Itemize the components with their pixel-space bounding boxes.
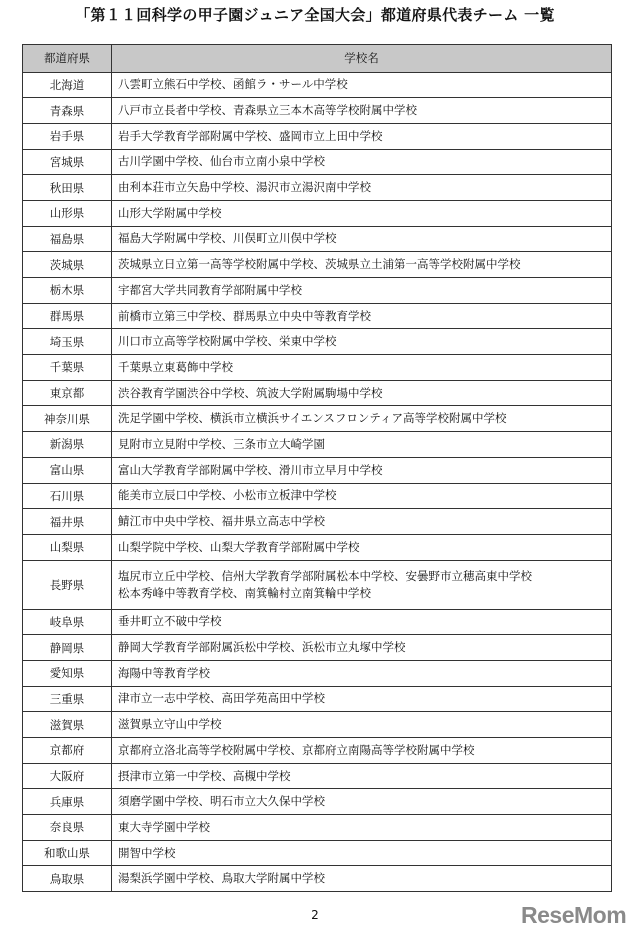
table-row [23, 866, 612, 892]
table-row [23, 406, 612, 432]
school-names-cell [112, 866, 612, 892]
table-row [23, 252, 612, 278]
prefecture-cell: 千葉県 [23, 355, 112, 381]
table-row [23, 123, 612, 149]
prefecture-cell: 山形県 [23, 200, 112, 226]
school-names-cell [112, 609, 612, 635]
document-title: 「第１１回科学の甲子園ジュニア全国大会」都道府県代表チーム 一覧 [75, 6, 555, 24]
table-row [23, 149, 612, 175]
prefecture-cell: 兵庫県 [23, 789, 112, 815]
prefecture-cell: 静岡県 [23, 635, 112, 661]
school-names-cell [112, 329, 612, 355]
school-names-cell [112, 509, 612, 535]
school-names: 能美市立辰口中学校、小松市立板津中学校 [118, 488, 337, 503]
representative-teams-table [22, 44, 612, 892]
school-names: 古川学園中学校、仙台市立南小泉中学校 [118, 154, 325, 169]
prefecture-cell: 奈良県 [23, 815, 112, 841]
prefecture-cell: 青森県 [23, 98, 112, 124]
prefecture-cell: 神奈川県 [23, 406, 112, 432]
prefecture-cell: 愛知県 [23, 660, 112, 686]
school-names-cell [112, 175, 612, 201]
resemom-logo: ReseMom [521, 902, 627, 928]
table-header-row [23, 45, 612, 73]
school-names: 千葉県立東葛飾中学校 [118, 359, 233, 374]
school-names-line-2: 松本秀峰中等教育学校、南箕輪村立南箕輪中学校 [118, 585, 371, 600]
school-names: 見附市立見附中学校、三条市立大崎学園 [118, 436, 325, 451]
school-names: 茨城県立日立第一高等学校附属中学校、茨城県立土浦第一高等学校附属中学校 [118, 257, 521, 272]
table-row [23, 329, 612, 355]
table-row [23, 660, 612, 686]
school-names-cell [112, 815, 612, 841]
table-row [23, 72, 612, 98]
prefecture-cell: 鳥取県 [23, 866, 112, 892]
school-names-cell [112, 406, 612, 432]
prefecture-cell: 秋田県 [23, 175, 112, 201]
table-row [23, 509, 612, 535]
table-row [23, 712, 612, 738]
prefecture-cell: 富山県 [23, 457, 112, 483]
school-names: 八戸市立長者中学校、青森県立三本木高等学校附属中学校 [118, 103, 417, 118]
school-names: 八雲町立熊石中学校、函館ラ・サール中学校 [118, 77, 348, 92]
school-names: 垂井町立不破中学校 [118, 614, 222, 629]
prefecture-cell: 三重県 [23, 686, 112, 712]
school-names-cell [112, 660, 612, 686]
table-row [23, 483, 612, 509]
table-row [23, 355, 612, 381]
school-names: 川口市立高等学校附属中学校、栄東中学校 [118, 334, 337, 349]
table-row [23, 840, 612, 866]
table-row [23, 226, 612, 252]
school-names-cell [112, 303, 612, 329]
school-names-cell [112, 252, 612, 278]
school-names: 摂津市立第一中学校、高槻中学校 [118, 768, 291, 783]
school-names-cell [112, 534, 612, 560]
table-row [23, 534, 612, 560]
school-names: 津市立一志中学校、高田学苑高田中学校 [118, 691, 325, 706]
school-names-cell [112, 72, 612, 98]
school-names-cell [112, 712, 612, 738]
school-names: 鯖江市中央中学校、福井県立高志中学校 [118, 514, 325, 529]
page-number: 2 [311, 908, 319, 922]
prefecture-cell: 群馬県 [23, 303, 112, 329]
table-row [23, 609, 612, 635]
school-names-cell [112, 98, 612, 124]
prefecture-cell: 茨城県 [23, 252, 112, 278]
prefecture-cell: 滋賀県 [23, 712, 112, 738]
school-names: 由利本荘市立矢島中学校、湯沢市立湯沢南中学校 [118, 180, 371, 195]
prefecture-cell: 新潟県 [23, 432, 112, 458]
prefecture-cell: 和歌山県 [23, 840, 112, 866]
table-row [23, 432, 612, 458]
prefecture-cell: 京都府 [23, 738, 112, 764]
school-names: 洗足学園中学校、横浜市立横浜サイエンスフロンティア高等学校附属中学校 [118, 411, 507, 426]
school-names: 海陽中等教育学校 [118, 665, 210, 680]
prefecture-cell: 福井県 [23, 509, 112, 535]
prefecture-cell: 岐阜県 [23, 609, 112, 635]
header-prefecture: 都道府県 [23, 45, 112, 73]
table-row [23, 686, 612, 712]
table-row [23, 457, 612, 483]
school-names: 岩手大学教育学部附属中学校、盛岡市立上田中学校 [118, 128, 383, 143]
school-names-cell [112, 278, 612, 304]
school-names-cell [112, 635, 612, 661]
prefecture-cell: 埼玉県 [23, 329, 112, 355]
school-names: 山形大学附属中学校 [118, 205, 222, 220]
table-row [23, 738, 612, 764]
school-names: 湯梨浜学園中学校、鳥取大学附属中学校 [118, 871, 325, 886]
table-row [23, 380, 612, 406]
school-names-cell [112, 355, 612, 381]
school-names-cell [112, 738, 612, 764]
prefecture-cell: 石川県 [23, 483, 112, 509]
prefecture-cell: 東京都 [23, 380, 112, 406]
school-names-cell [112, 380, 612, 406]
school-names: 富山大学教育学部附属中学校、滑川市立早月中学校 [118, 462, 383, 477]
school-names: 京都府立洛北高等学校附属中学校、京都府立南陽高等学校附属中学校 [118, 742, 475, 757]
prefecture-cell: 福島県 [23, 226, 112, 252]
school-names: 宇都宮大学共同教育学部附属中学校 [118, 282, 302, 297]
table-row [23, 278, 612, 304]
table-row [23, 789, 612, 815]
table-row [23, 200, 612, 226]
school-names: 開智中学校 [118, 845, 176, 860]
school-names-cell [112, 432, 612, 458]
prefecture-cell: 栃木県 [23, 278, 112, 304]
school-names-cell [112, 789, 612, 815]
school-names-cell [112, 840, 612, 866]
school-names-cell [112, 560, 612, 609]
school-names-cell [112, 200, 612, 226]
school-names: 渋谷教育学園渋谷中学校、筑波大学附属駒場中学校 [118, 385, 383, 400]
school-names: 東大寺学園中学校 [118, 819, 210, 834]
school-names-cell [112, 763, 612, 789]
prefecture-cell: 岩手県 [23, 123, 112, 149]
school-names: 山梨学院中学校、山梨大学教育学部附属中学校 [118, 539, 360, 554]
school-names-cell [112, 483, 612, 509]
table-row [23, 303, 612, 329]
prefecture-cell: 大阪府 [23, 763, 112, 789]
school-names-cell [112, 686, 612, 712]
school-names-cell [112, 226, 612, 252]
school-names: 須磨学園中学校、明石市立大久保中学校 [118, 794, 325, 809]
table-row [23, 763, 612, 789]
school-names-cell [112, 123, 612, 149]
prefecture-cell: 北海道 [23, 72, 112, 98]
school-names: 前橋市立第三中学校、群馬県立中央中等教育学校 [118, 308, 371, 323]
school-names-cell [112, 457, 612, 483]
prefecture-cell: 長野県 [23, 560, 112, 609]
prefecture-cell: 宮城県 [23, 149, 112, 175]
table-row [23, 98, 612, 124]
prefecture-cell: 山梨県 [23, 534, 112, 560]
header-school-name: 学校名 [112, 45, 612, 73]
school-names: 福島大学附属中学校、川俣町立川俣中学校 [118, 231, 337, 246]
table-row [23, 815, 612, 841]
school-names-cell [112, 149, 612, 175]
table-row [23, 635, 612, 661]
school-names: 静岡大学教育学部附属浜松中学校、浜松市立丸塚中学校 [118, 640, 406, 655]
school-names: 滋賀県立守山中学校 [118, 717, 222, 732]
school-names: 塩尻市立丘中学校、信州大学教育学部附属松本中学校、安曇野市立穂高東中学校 [118, 568, 532, 583]
table-row [23, 175, 612, 201]
table-row [23, 560, 612, 609]
